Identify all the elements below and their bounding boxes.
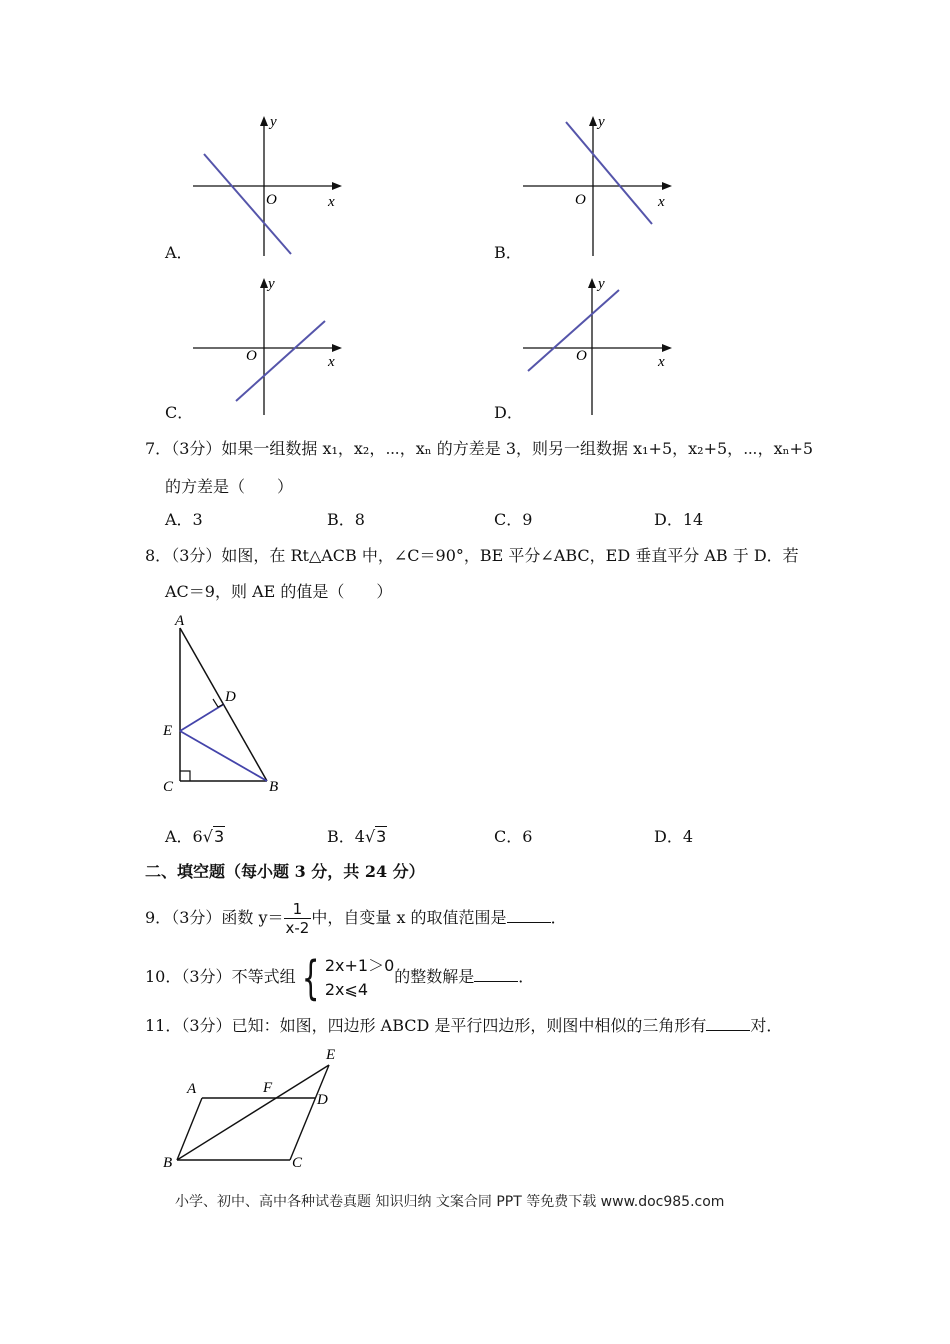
q10-answer-blank[interactable]	[474, 967, 518, 982]
graph-line	[566, 122, 652, 224]
label-a: A	[187, 1081, 197, 1097]
y-axis-arrow	[260, 278, 268, 288]
q8-option-a-radicand: 3	[213, 827, 225, 846]
x-label: x	[328, 354, 335, 370]
x-axis-arrow	[662, 182, 672, 190]
q8-line1	[145, 545, 799, 567]
graph-option-a	[160, 108, 360, 263]
q7-option-d: D．14	[654, 510, 704, 529]
q8-text-line1: 如图，在 Rt△ACB 中，∠C＝90°，BE 平分∠ABC，ED 垂直平分 AB 于 D．若	[221, 546, 799, 565]
q10-inequality-2: 2x⩽4	[324, 979, 369, 999]
y-label: y	[268, 276, 275, 292]
q11-figure	[155, 1040, 355, 1175]
q11-line	[145, 1015, 782, 1037]
q8-option-b-prefix: B．4	[327, 827, 365, 846]
sqrt-icon: √3	[202, 827, 225, 846]
label-b: B	[163, 1155, 173, 1171]
q11-parallelogram-svg	[155, 1040, 355, 1175]
footer-text: 小学、初中、高中各种试卷真题 知识归纳 文案合同 PPT 等免费下载 www.doc985.com	[175, 1194, 725, 1210]
x-axis-arrow	[332, 182, 342, 190]
q8-option-d: D．4	[654, 827, 694, 846]
sqrt-icon: √3	[364, 827, 387, 846]
q9-line	[145, 898, 567, 938]
q9-number: 9．	[145, 908, 172, 927]
q10-inequality-1: 2x+1＞0	[324, 955, 395, 975]
q9-end: ．	[550, 908, 567, 927]
q8-triangle-svg	[155, 608, 295, 798]
q7-line1	[145, 438, 813, 460]
q11-text: 已知：如图，四边形 ABCD 是平行四边形，则图中相似的三角形有	[231, 1016, 707, 1035]
q10-end: ．	[518, 967, 535, 986]
q9-pre: 函数 y＝	[221, 908, 284, 927]
section-2-title: 二、填空题（每小题 3 分，共 24 分）	[145, 862, 425, 881]
q7-score: （3分）	[171, 439, 222, 458]
q9-score: （3分）	[171, 908, 222, 927]
y-label: y	[598, 114, 605, 130]
label-e: E	[326, 1047, 336, 1063]
label-b: B	[269, 779, 279, 795]
graph-a-label: A．	[165, 243, 193, 262]
q11-answer-blank[interactable]	[706, 1016, 750, 1031]
label-c: C	[292, 1155, 303, 1171]
q8-figure	[155, 608, 295, 798]
q10-line	[145, 950, 535, 1005]
origin-label: O	[246, 348, 257, 364]
segment-be	[177, 1065, 329, 1160]
label-d: D	[225, 689, 236, 705]
graph-a-svg	[160, 108, 360, 263]
side-ab	[177, 1098, 202, 1160]
graph-d-label: D．	[494, 403, 523, 422]
graph-option-b	[490, 108, 690, 263]
segment-eb	[180, 731, 267, 781]
graph-option-d	[490, 270, 690, 420]
x-label: x	[658, 354, 665, 370]
q8-line2: AC＝9，则 AE 的值是（ ）	[165, 582, 393, 601]
q10-pre: 不等式组	[231, 967, 296, 986]
graph-c-label: C．	[165, 403, 194, 422]
graph-option-c	[160, 270, 360, 420]
x-label: x	[328, 194, 335, 210]
origin-label: O	[575, 192, 586, 208]
label-e: E	[163, 723, 173, 739]
q9-fraction	[284, 900, 312, 937]
left-brace-icon: {	[301, 950, 320, 1005]
graph-c-svg	[160, 270, 360, 420]
q7-number: 7．	[145, 439, 172, 458]
graph-d-svg	[490, 270, 690, 420]
graph-b-label: B．	[494, 243, 522, 262]
y-axis-arrow	[589, 116, 597, 126]
q7-option-a: A．3	[165, 510, 203, 529]
graph-line	[204, 154, 291, 254]
q8-score: （3分）	[171, 546, 222, 565]
right-angle-c	[180, 771, 190, 781]
q8-option-b	[327, 826, 387, 848]
q10-post: 的整数解是	[394, 967, 475, 986]
x-axis-arrow	[332, 344, 342, 352]
q9-denominator: x-2	[285, 919, 310, 937]
label-c: C	[163, 779, 174, 795]
q8-option-a-prefix: A．6	[165, 827, 203, 846]
side-ce	[290, 1065, 329, 1160]
y-axis-arrow	[260, 116, 268, 126]
q10-system	[325, 954, 394, 1002]
q10-score: （3分）	[181, 967, 232, 986]
segment-ed	[180, 704, 224, 731]
q7-option-c: C．9	[494, 510, 533, 529]
q9-post: 中，自变量 x 的取值范围是	[311, 908, 507, 927]
q7-text-line1: 如果一组数据 x₁，x₂，⋯，xₙ 的方差是 3，则另一组数据 x₁+5，x₂+5，⋯，xₙ+5	[221, 439, 814, 458]
q8-option-c: C．6	[494, 827, 533, 846]
q8-option-a	[165, 826, 225, 848]
origin-label: O	[576, 348, 587, 364]
q8-number: 8．	[145, 546, 172, 565]
graph-line	[528, 290, 619, 371]
q10-number: 10．	[145, 967, 182, 986]
y-axis-arrow	[588, 278, 596, 288]
x-label: x	[658, 194, 665, 210]
origin-label: O	[266, 192, 277, 208]
q7-line2: 的方差是（ ）	[165, 477, 294, 496]
q8-option-b-radicand: 3	[376, 827, 387, 846]
q7-option-b: B．8	[327, 510, 365, 529]
label-f: F	[263, 1080, 273, 1096]
label-d: D	[317, 1092, 328, 1108]
q9-answer-blank[interactable]	[507, 908, 551, 923]
y-label: y	[598, 276, 605, 292]
q11-number: 11．	[145, 1016, 182, 1035]
q11-score: （3分）	[181, 1016, 232, 1035]
x-axis-arrow	[662, 344, 672, 352]
q9-numerator: 1	[284, 900, 312, 919]
q11-end: 对．	[750, 1016, 783, 1035]
graph-b-svg	[490, 108, 690, 263]
y-label: y	[270, 114, 277, 130]
label-a: A	[175, 613, 185, 629]
